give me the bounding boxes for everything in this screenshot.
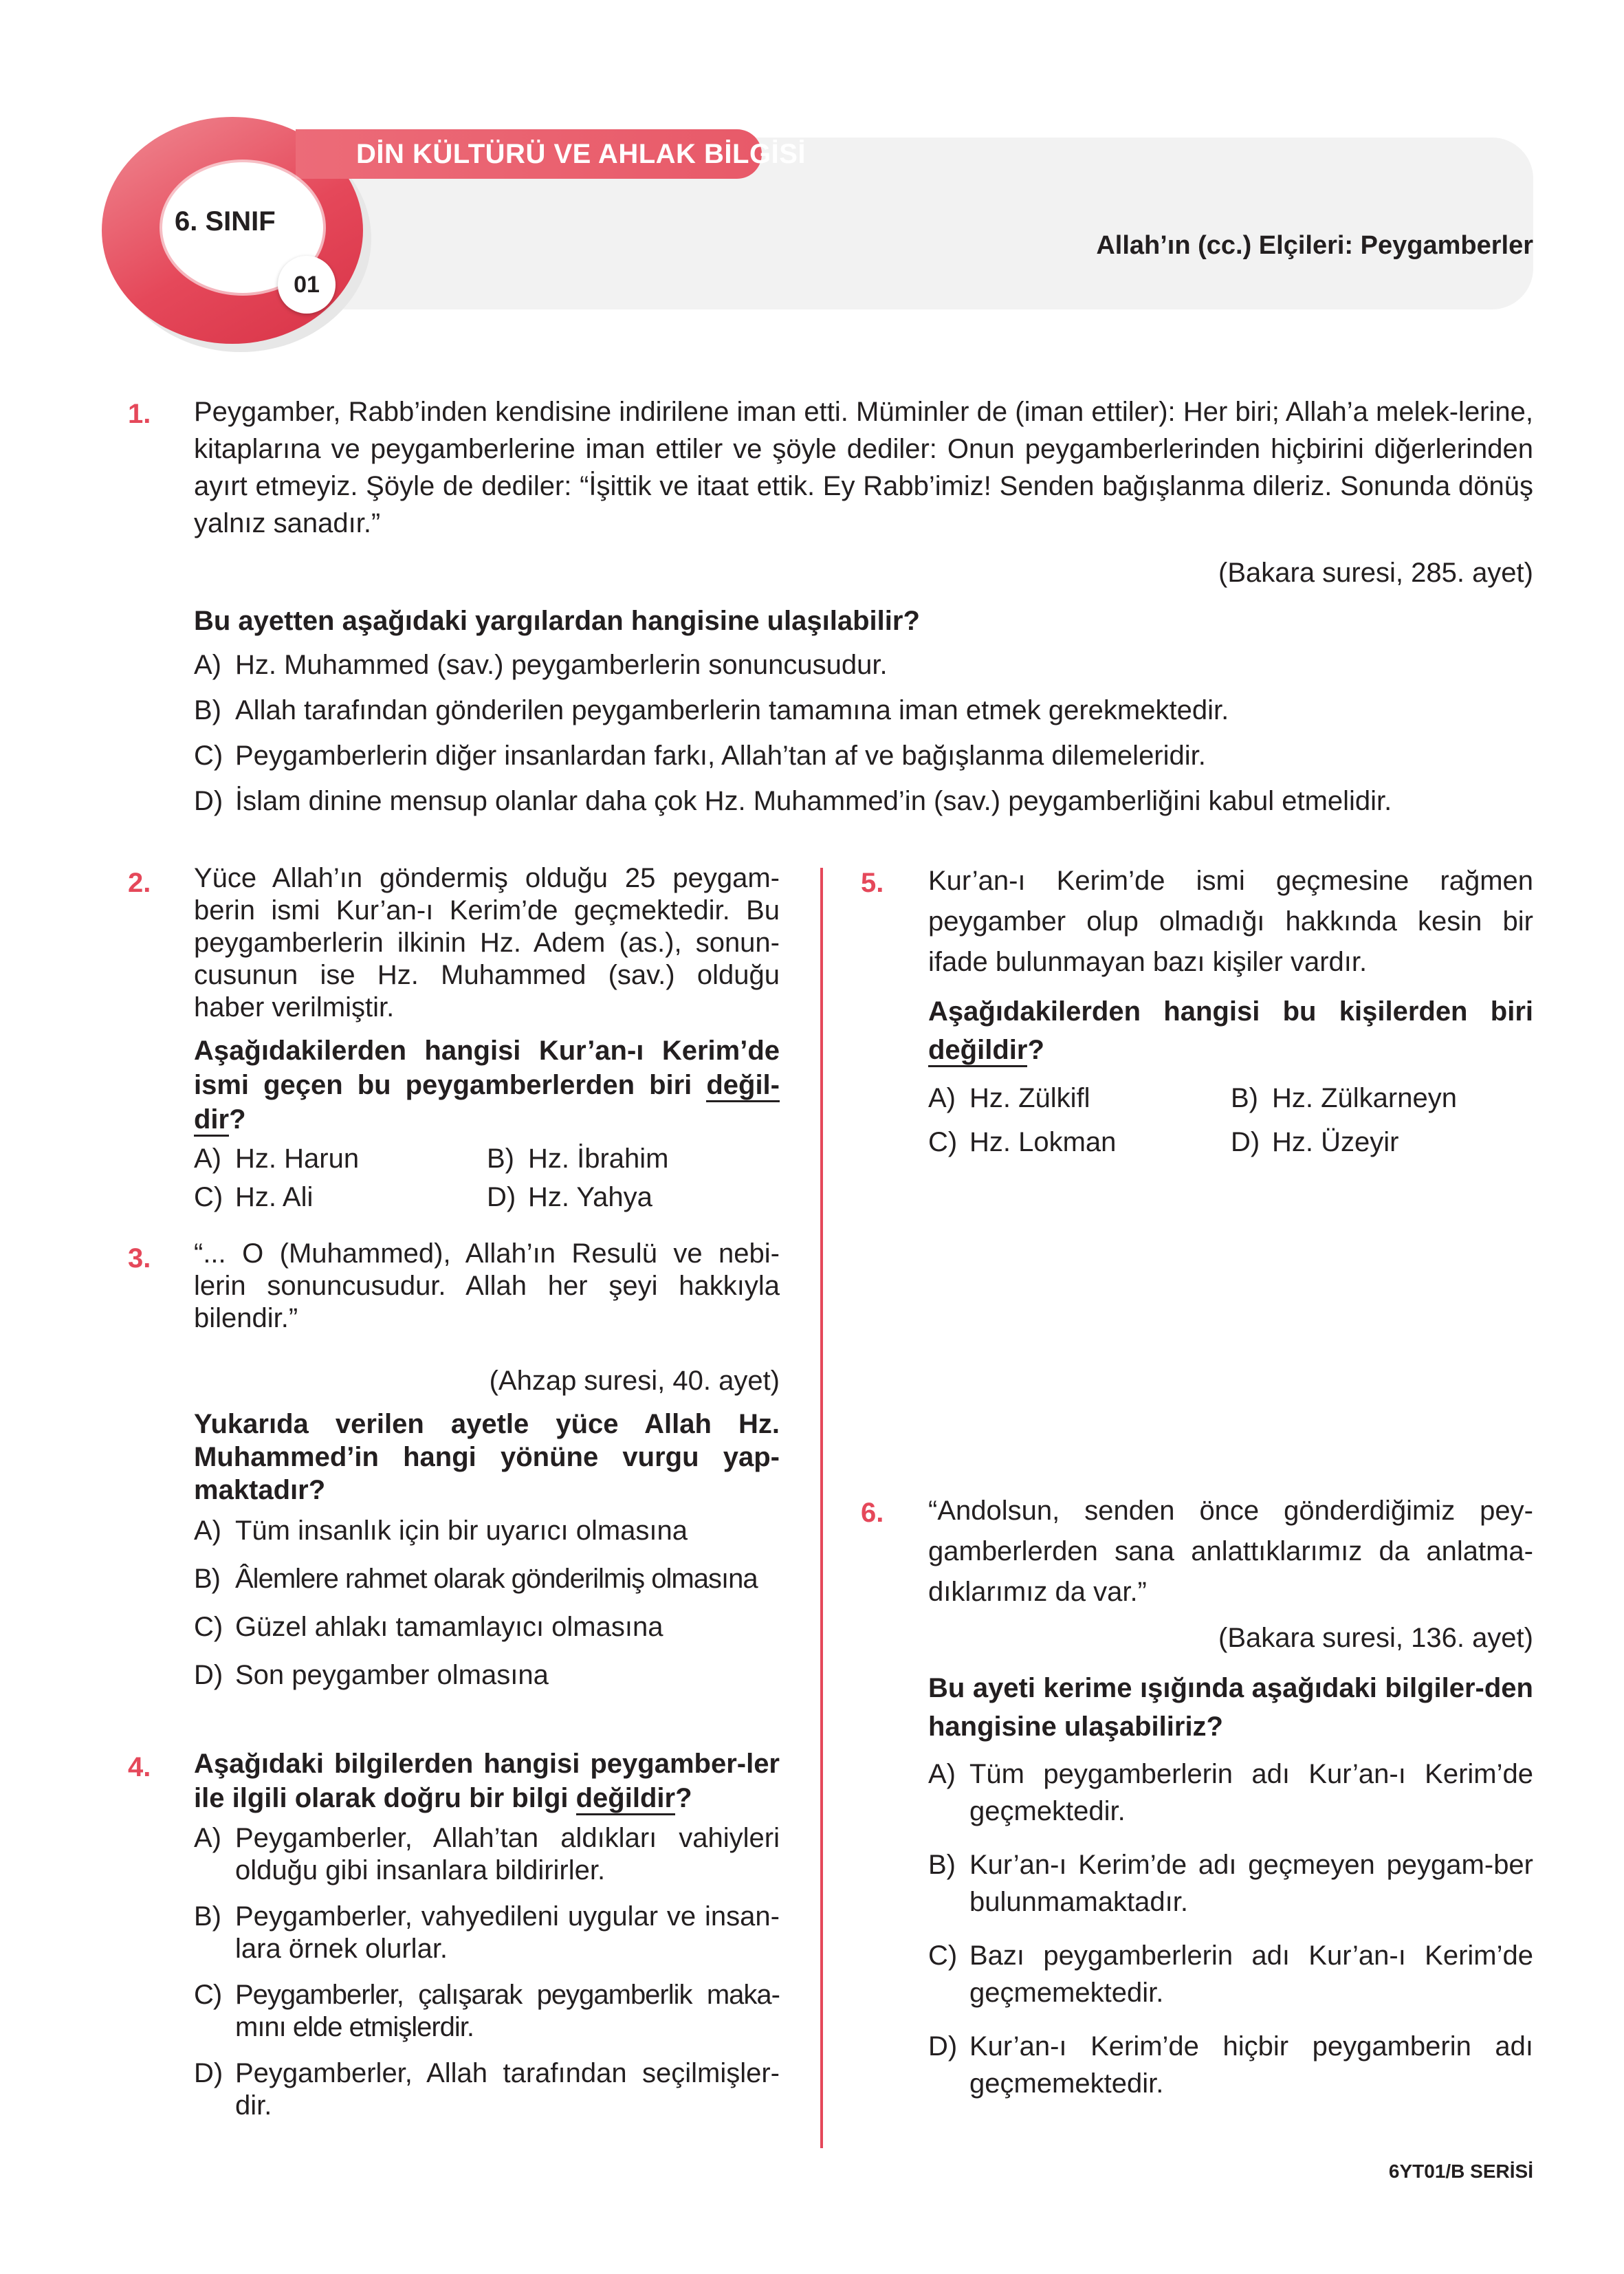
question-5-options: [928, 1076, 1533, 1164]
option-d[interactable]: D) Peygamberler, Allah tarafından seçilmişler-dir.: [194, 2058, 780, 2121]
question-2: [194, 862, 780, 1216]
question-3-options: [194, 1512, 780, 1694]
option-a[interactable]: A) Hz. Harun: [194, 1144, 360, 1174]
question-5-number: 5.: [861, 868, 884, 898]
option-d[interactable]: D) Kur’an-ı Kerim’de hiçbir peygamberin adı geçmemektedir.: [928, 2031, 1533, 2099]
question-2-number: 2.: [128, 868, 151, 898]
question-1-source: (Bakara suresi, 285. ayet): [1218, 558, 1533, 588]
question-1-text: Peygamber, Rabb’inden kendisine indirilene iman etti. Müminler de (iman ettiler): Her biri; Allah’a melek-lerine, kitaplarına ve peygamberlerine iman ettiler ve şöyle dediler: Onun peygamberlerinden hiçbirini diğerlerinden ayırt etmeyiz. Şöyle de dediler: “İşittik ve itaat ettik. Ey Rabb’imiz! Senden bağışlanma dileriz. Sonunda dönüş yalnız sanadır.”: [194, 397, 1533, 538]
question-5-stem: Aşağıdakilerden hangisi bu kişilerden biri değildir?: [928, 992, 1533, 1069]
column-divider: [820, 868, 823, 2148]
option-d[interactable]: D) Hz. Üzeyir: [1231, 1127, 1399, 1157]
option-c[interactable]: C) Güzel ahlakı tamamlayıcı olmasına: [194, 1612, 663, 1642]
series-code: 6YT01/B SERİSİ: [1388, 2161, 1533, 2182]
option-a[interactable]: A) Hz. Zülkifl: [928, 1083, 1090, 1113]
question-4: [194, 1747, 780, 2122]
option-a[interactable]: A) Tüm peygamberlerin adı Kur’an-ı Kerim’de geçmektedir.: [928, 1759, 1533, 1826]
question-3: [194, 1238, 780, 1694]
question-2-stem: Aşağıdakilerden hangisi Kur’an-ı Kerim’de ismi geçen bu peygamberlerden biri değil-dir?: [194, 1034, 780, 1137]
question-6: [928, 1491, 1533, 2102]
option-c[interactable]: C) Peygamberlerin diğer insanlardan farkı, Allah’tan af ve bağışlanma dilemeleridir.: [194, 741, 1206, 771]
option-a[interactable]: A) Peygamberler, Allah’tan aldıkları vahiyleri olduğu gibi insanlara bildirirler.: [194, 1823, 780, 1885]
question-3-number: 3.: [128, 1243, 151, 1273]
question-6-source: (Bakara suresi, 136. ayet): [1218, 1623, 1533, 1653]
question-3-stem: Yukarıda verilen ayetle yüce Allah Hz. Muhammed’in hangi yönüne vurgu yap-maktadır?: [194, 1409, 780, 1505]
option-b[interactable]: B) Âlemlere rahmet olarak gönderilmiş olmasına: [194, 1564, 758, 1594]
option-a[interactable]: A) Tüm insanlık için bir uyarıcı olmasına: [194, 1516, 688, 1546]
option-c[interactable]: C) Bazı peygamberlerin adı Kur’an-ı Kerim’de geçmemektedir.: [928, 1940, 1533, 2008]
question-4-number: 4.: [128, 1752, 151, 1782]
topic-title: Allah’ın (cc.) Elçileri: Peygamberler: [1096, 231, 1533, 260]
question-2-options: [194, 1139, 780, 1216]
option-d[interactable]: D) Son peygamber olmasına: [194, 1660, 549, 1690]
question-4-stem: Aşağıdaki bilgilerden hangisi peygamber-ler ile ilgili olarak doğru bir bilgi değildir?: [194, 1747, 780, 1815]
option-c[interactable]: C) Hz. Lokman: [928, 1127, 1117, 1157]
question-1-options: [194, 646, 1533, 820]
subject-title: DİN KÜLTÜRÜ VE AHLAK BİLGİSİ: [356, 139, 806, 169]
question-1-stem: Bu ayetten aşağıdaki yargılardan hangisine ulaşılabilir?: [194, 606, 920, 636]
question-5-text: Kur’an-ı Kerim’de ismi geçmesine rağmen peygamber olup olmadığı hakkında kesin bir ifade bulunmayan bazı kişiler vardır.: [928, 866, 1533, 977]
question-1: [194, 393, 1533, 820]
class-label: 6. SINIF: [175, 206, 276, 237]
option-d[interactable]: D) Hz. Yahya: [487, 1182, 652, 1212]
option-c[interactable]: C) Peygamberler, çalışarak peygamberlik maka-mını elde etmişlerdir.: [194, 1980, 780, 2042]
test-number-badge: 01: [278, 256, 336, 314]
option-a[interactable]: A) Hz. Muhammed (sav.) peygamberlerin sonuncusudur.: [194, 650, 888, 680]
option-d[interactable]: D) İslam dinine mensup olanlar daha çok Hz. Muhammed’in (sav.) peygamberliğini kabul etmelidir.: [194, 786, 1392, 816]
question-5: [928, 861, 1533, 1164]
option-b[interactable]: B) Peygamberler, vahyedileni uygular ve insan-lara örnek olurlar.: [194, 1901, 780, 1964]
question-3-text: “... O (Muhammed), Allah’ın Resulü ve nebi-lerin sonuncusudur. Allah her şeyi hakkıyla bilendir.”: [194, 1238, 780, 1333]
question-6-options: [928, 1756, 1533, 2102]
option-b[interactable]: B) Kur’an-ı Kerim’de adı geçmeyen peygam-ber bulunmamaktadır.: [928, 1850, 1533, 1917]
option-c[interactable]: C) Hz. Ali: [194, 1182, 314, 1212]
question-1-number: 1.: [128, 399, 151, 429]
option-b[interactable]: B) Hz. İbrahim: [487, 1144, 669, 1174]
option-b[interactable]: B) Allah tarafından gönderilen peygamberlerin tamamına iman etmek gerekmektedir.: [194, 695, 1229, 725]
question-3-source: (Ahzap suresi, 40. ayet): [489, 1366, 780, 1396]
question-2-text: Yüce Allah’ın göndermiş olduğu 25 peygam-berin ismi Kur’an-ı Kerim’de geçmektedir. Bu peygamberlerin ilkinin Hz. Adem (as.), sonun-cusunun ise Hz. Muhammed (sav.) olduğu haber verilmiştir.: [194, 863, 780, 1023]
question-4-options: [194, 1822, 780, 2122]
question-6-text: “Andolsun, senden önce gönderdiğimiz pey-gamberlerden sana anlattıklarımız da anlatma-dıklarımız da var.”: [928, 1496, 1533, 1607]
option-b[interactable]: B) Hz. Zülkarneyn: [1231, 1083, 1457, 1113]
question-6-number: 6.: [861, 1498, 884, 1528]
question-6-stem: Bu ayeti kerime ışığında aşağıdaki bilgiler-den hangisine ulaşabiliriz?: [928, 1673, 1533, 1742]
